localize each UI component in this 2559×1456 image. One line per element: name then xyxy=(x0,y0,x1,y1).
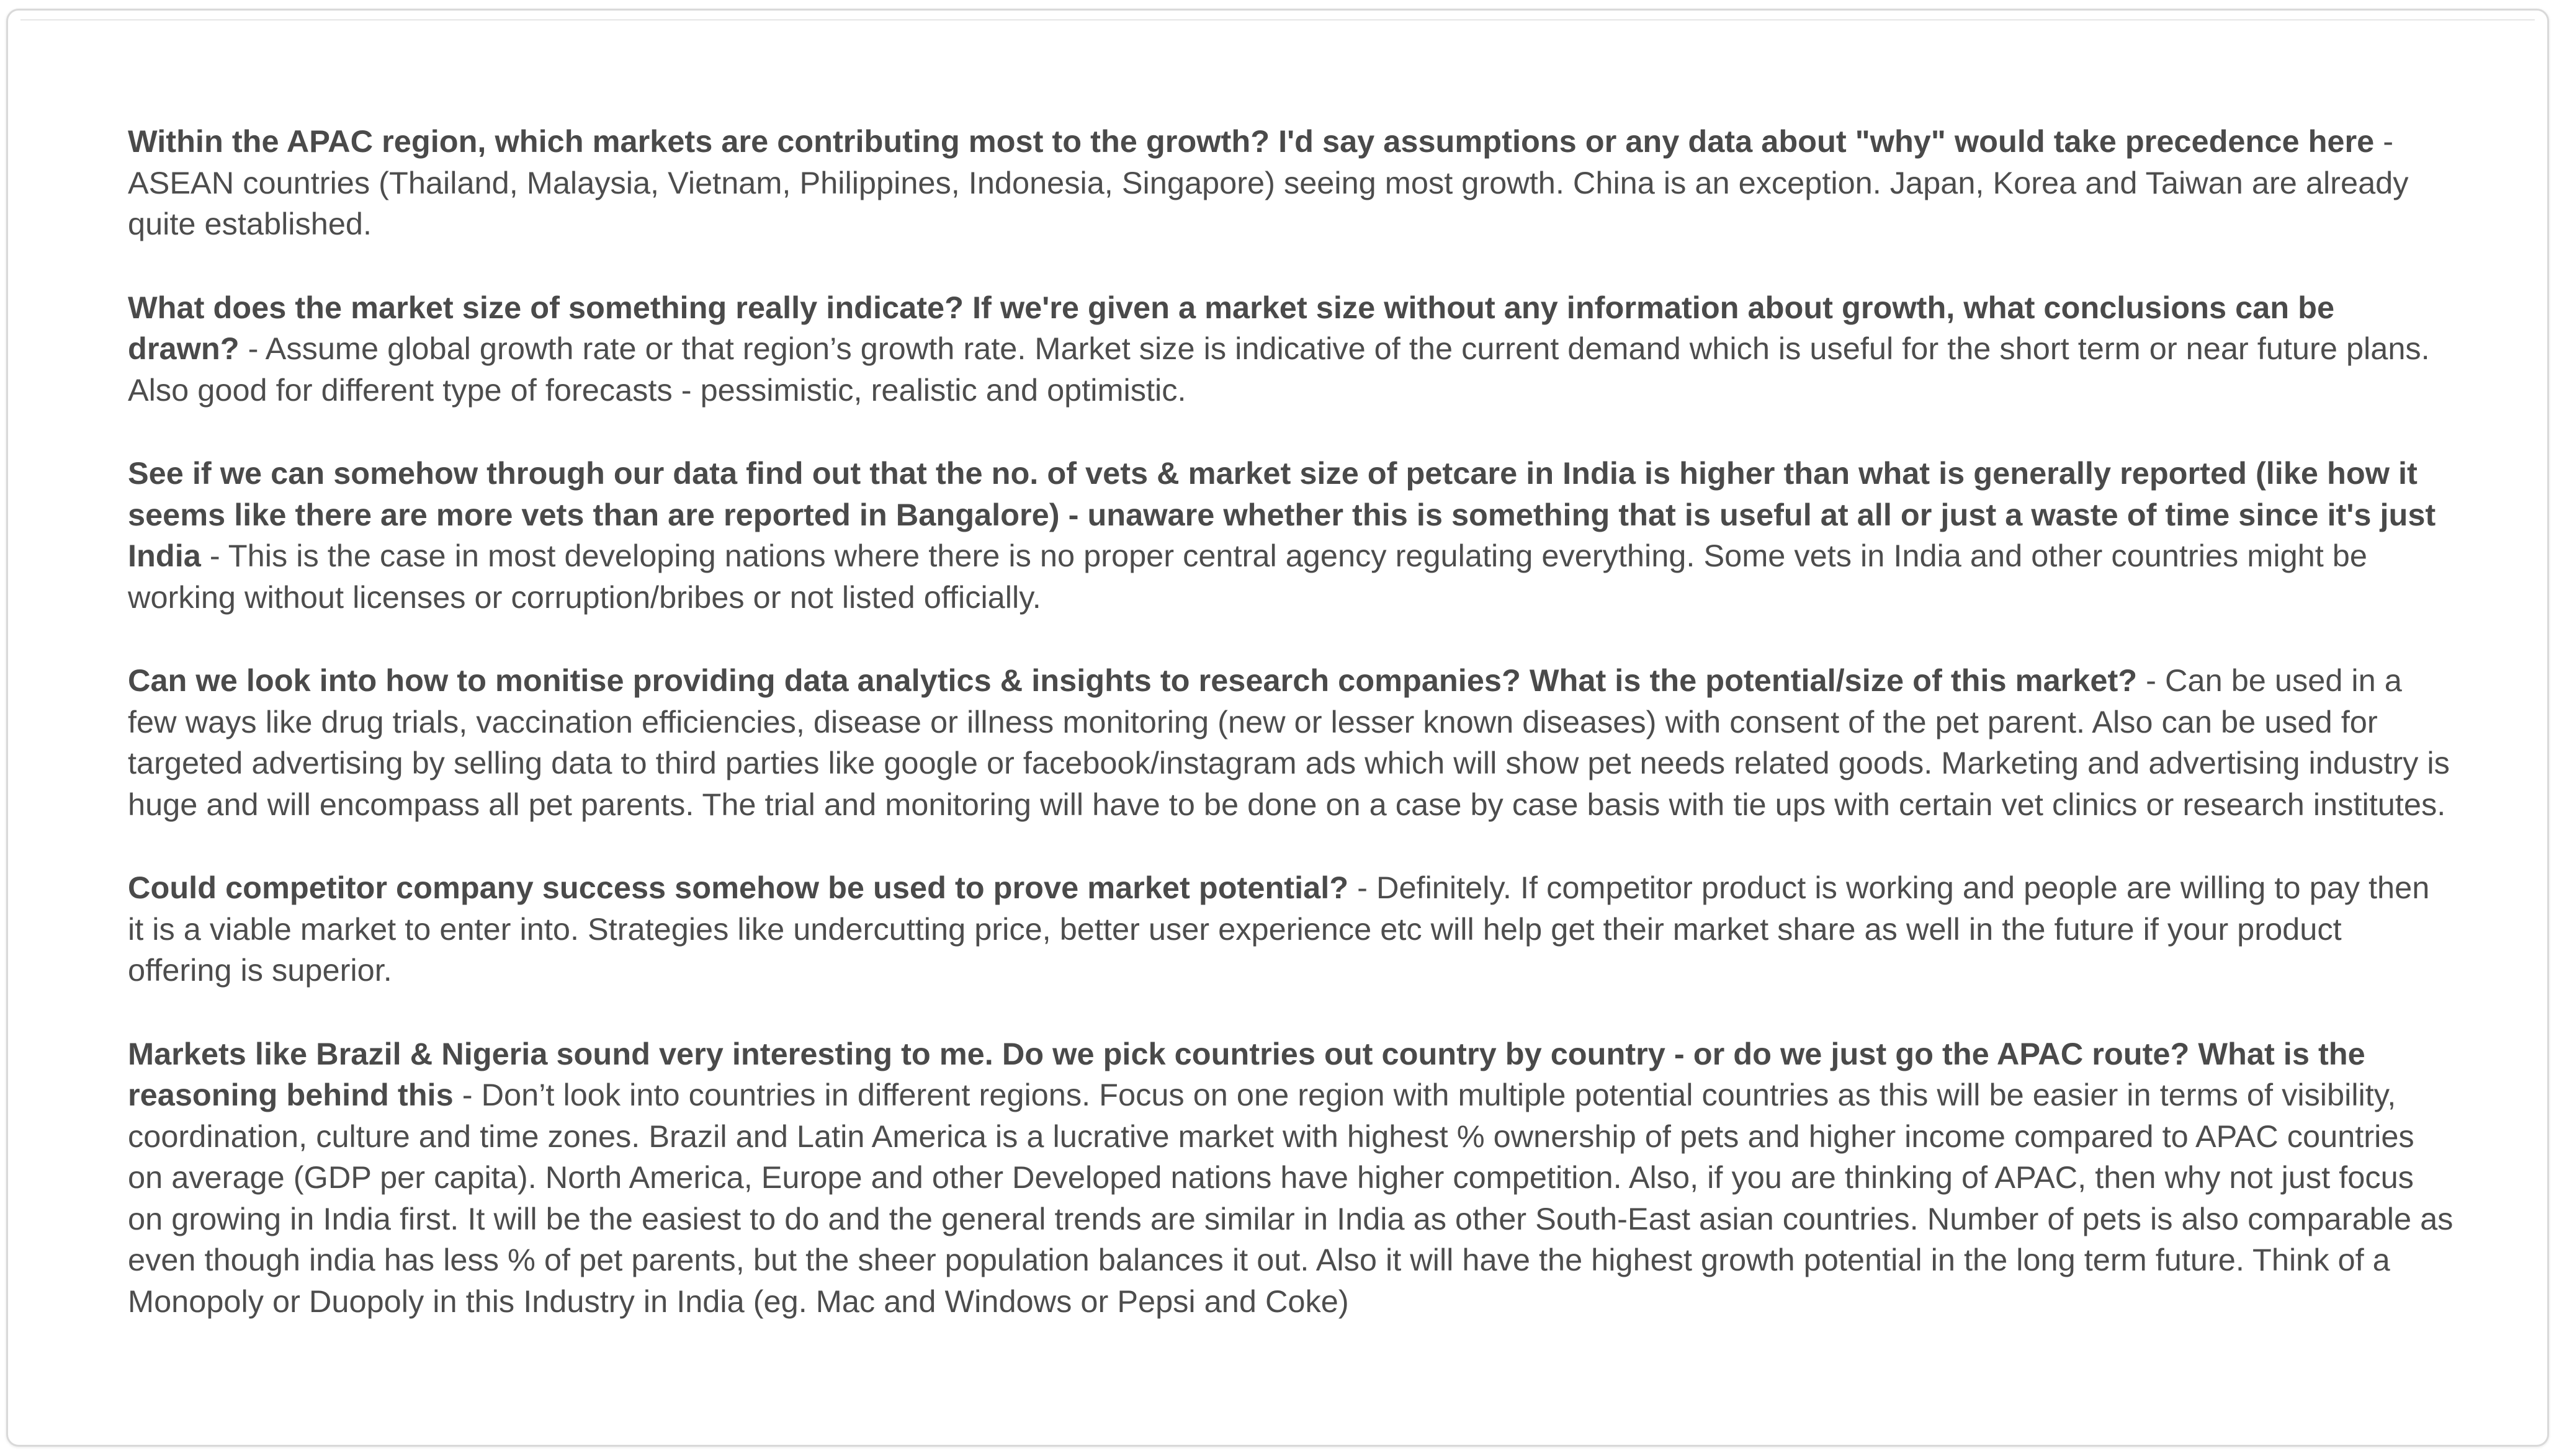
qa-item-brazil-nigeria xyxy=(128,1034,2454,1323)
qa-question: What does the market size of something really indicate? If we're given a market size without any information about growth, what conclusions can be drawn? xyxy=(128,289,2335,366)
qa-question: See if we can somehow through our data find out that the no. of vets & market size of petcare in India is higher than what is generally reported (like how it seems like there are more vets than are reported in Bangalore) - unaware whether this is something that is useful at all or just a waste of time since it's just India xyxy=(128,455,2436,573)
qa-answer: - ASEAN countries (Thailand, Malaysia, Vietnam, Philippines, Indonesia, Singapore) seeing most growth. China is an exception. Japan, Korea and Taiwan are already quite established. xyxy=(128,123,2409,241)
qa-item-apac-markets xyxy=(128,121,2454,245)
qa-answer: - Assume global growth rate or that region’s growth rate. Market size is indicative of the current demand which is useful for the short term or near future plans. Also good for different type of forecasts - pessimistic, realistic and optimistic. xyxy=(128,331,2430,408)
card-top-divider xyxy=(20,19,2535,20)
qa-answer: - Don’t look into countries in different regions. Focus on one region with multiple potential countries as this will be easier in terms of visibility, coordination, culture and time zones. Brazil and Latin America is a lucrative market with highest % ownership of pets and higher income compared to APAC countries on average (GDP per capita). North America, Europe and other Developed nations have higher competition. Also, if you are thinking of APAC, then why not just focus on growing in India first. It will be the easiest to do and the general trends are similar in India as other South-East asian countries. Number of pets is also comparable as even though india has less % of pet parents, but the sheer population balances it out. Also it will have the highest growth potential in the long term future. Think of a Monopoly or Duopoly in this Industry in India (eg. Mac and Windows or Pepsi and Coke) xyxy=(128,1077,2454,1319)
qa-item-data-monetisation xyxy=(128,660,2454,825)
qa-question: Could competitor company success somehow be used to prove market potential? xyxy=(128,870,1349,905)
qa-answer: - Definitely. If competitor product is working and people are willing to pay then it is a viable market to enter into. Strategies like undercutting price, better user experience etc will help get their market share as well in the future if your product offering is superior. xyxy=(128,870,2430,988)
qa-item-market-size xyxy=(128,287,2454,411)
qa-question: Within the APAC region, which markets are contributing most to the growth? I'd say assumptions or any data about "why" would take precedence here xyxy=(128,123,2375,159)
qa-answer: - This is the case in most developing nations where there is no proper central agency regulating everything. Some vets in India and other countries might be working without licenses or corruption/bribes or not listed officially. xyxy=(128,538,2367,615)
qa-list xyxy=(128,121,2454,1364)
document-card xyxy=(6,9,2549,1447)
qa-item-india-vets xyxy=(128,453,2454,618)
qa-item-competitor-success xyxy=(128,867,2454,991)
qa-answer: - Can be used in a few ways like drug trials, vaccination efficiencies, disease or illness monitoring (new or lesser known diseases) with consent of the pet parent. Also can be used for targeted advertising by selling data to third parties like google or facebook/instagram ads which will show pet needs related goods. Marketing and advertising industry is huge and will encompass all pet parents. The trial and monitoring will have to be done on a case by case basis with tie ups with certain vet clinics or research institutes. xyxy=(128,663,2450,822)
qa-question: Markets like Brazil & Nigeria sound very interesting to me. Do we pick countries out country by country - or do we just go the APAC route? What is the reasoning behind this xyxy=(128,1035,2365,1112)
qa-question: Can we look into how to monitise providing data analytics & insights to research companies? What is the potential/size of this market? xyxy=(128,663,2138,698)
